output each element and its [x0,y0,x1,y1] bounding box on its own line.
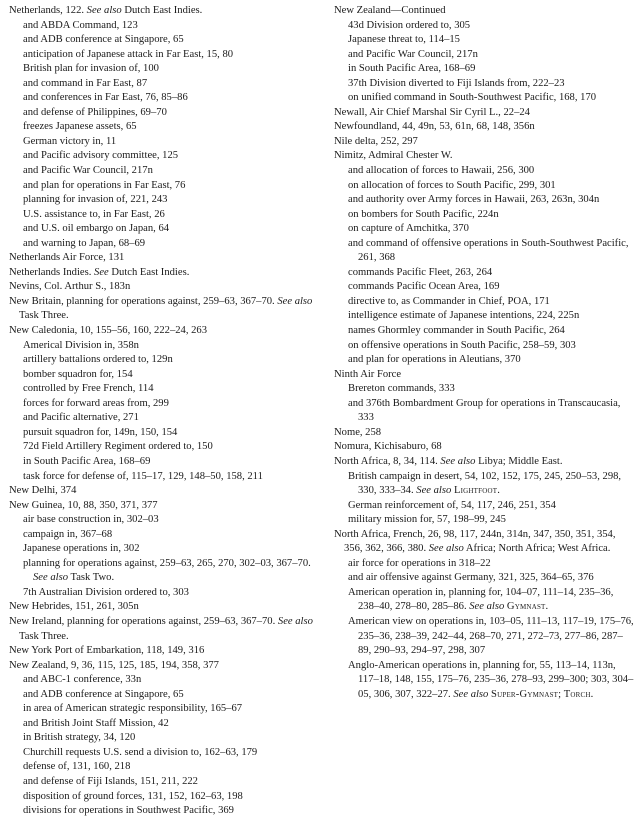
entry-text: Netherlands Indies. [9,266,95,278]
entry-text: British campaign in desert, 54, 102, 152, 175, 245, 250–53, 298, 330, 333–34. [348,470,622,497]
cross-reference-label: See also [428,543,464,555]
index-entry [9,659,314,674]
entry-text: in South Pacific Area, 168–69 [23,455,151,467]
index-subentry [334,382,636,397]
cross-reference-label: See also [277,295,313,307]
index-subentry [9,120,314,135]
entry-text: intelligence estimate of Japanese intentions, 224, 225n [348,310,580,322]
entry-text: air base construction in, 302–03 [23,514,159,526]
index-entry [9,4,314,19]
cross-reference-label: See also [277,615,313,627]
entry-text: artillery battalions ordered to, 129n [23,354,173,366]
entry-text: pursuit squadron for, 149n, 150, 154 [23,426,178,438]
index-subentry [334,513,636,528]
entry-text: Newfoundland, 44, 49n, 53, 61n, 68, 148, 356n [334,121,535,133]
index-subentry [9,731,314,746]
cross-reference-label: See also [416,485,452,497]
index-subentry [334,266,636,281]
index-subentry [9,673,314,688]
entry-text: and Pacific War Council, 217n [348,48,478,60]
index-subentry [334,295,636,310]
index-subentry [334,222,636,237]
entry-text: Task Two. [68,572,115,584]
index-subentry [9,790,314,805]
entry-text: New Britain, planning for operations against, 259–63, 367–70. [9,295,278,307]
entry-text: Netherlands Air Force, 131 [9,252,125,264]
entry-text: and plan for operations in Aleutians, 370 [348,354,521,366]
entry-text: New Delhi, 374 [9,485,77,497]
index-subentry [334,237,636,266]
index-subentry [9,528,314,543]
cross-reference-label: See also [453,688,489,700]
entry-text: in South Pacific Area, 168–69 [348,63,476,75]
cross-reference-label: See [94,266,109,278]
index-entry [334,368,636,383]
entry-text: on capture of Amchitka, 370 [348,223,469,235]
entry-text: Dutch East Indies. [108,266,190,278]
index-subentry [9,746,314,761]
index-entry [9,600,314,615]
entry-text: defense of, 131, 160, 218 [23,761,131,773]
entry-text: controlled by Free French, 114 [23,383,154,395]
index-subentry [334,397,636,426]
index-subentry [9,557,314,586]
entry-text: commands Pacific Fleet, 263, 264 [348,266,493,278]
index-subentry [9,688,314,703]
index-entry [9,644,314,659]
entry-text: Netherlands, 122. [9,5,87,16]
entry-text: American view on operations in, 103–05, 111–13, 117–19, 175–76, 235–36, 238–39, 242–44, 268–70, 271, 272–73, 277–86, 287–89, 290–93, 294–97, 298, 307 [348,615,634,657]
index-subentry [334,586,636,615]
entry-text: and British Joint Staff Mission, 42 [23,717,169,729]
index-subentry [334,309,636,324]
index-entry [9,295,314,324]
index-subentry [9,222,314,237]
entry-text: German victory in, 11 [23,135,117,147]
index-column-left [9,4,314,819]
cross-reference-label: See also [33,572,69,584]
index-subentry [334,62,636,77]
entry-text: task force for defense of, 115–17, 129, 148–50, 158, 211 [23,470,263,482]
entry-text: in British strategy, 34, 120 [23,732,136,744]
cross-reference-label: See also [440,455,476,467]
entry-text: Africa; North Africa; West Africa. [463,543,611,555]
entry-text: Brereton commands, 333 [348,383,455,395]
index-subentry [9,397,314,412]
index-subentry [334,615,636,659]
entry-text: and defense of Fiji Islands, 151, 211, 222 [23,775,198,787]
index-subentry [334,659,636,703]
entry-text: Nimitz, Admiral Chester W. [334,150,453,162]
entry-text: American operation in, planning for, 104–07, 111–14, 235–36, 238–40, 278–80, 285–86. [348,586,614,613]
entry-text: and ABC-1 conference, 33n [23,674,142,686]
index-subentry [9,33,314,48]
entry-text: freezes Japanese assets, 65 [23,121,137,133]
entry-text: and air offensive against Germany, 321, 325, 364–65, 376 [348,572,594,584]
index-entry [9,615,314,644]
index-subentry [9,382,314,397]
index-subentry [9,440,314,455]
index-subentry [9,164,314,179]
index-entry [334,426,636,441]
index-entry [334,455,636,470]
entry-text: and U.S. oil embargo on Japan, 64 [23,223,170,235]
index-subentry [9,775,314,790]
entry-text: ; [558,688,564,700]
entry-text: and authority over Army forces in Hawaii, 263, 263n, 304n [348,194,600,206]
index-entry [334,528,636,557]
index-subentry [9,106,314,121]
index-entry [9,251,314,266]
entry-text: campaign in, 367–68 [23,528,113,540]
code-name: Super-Gymnast [491,688,559,700]
entry-text: Libya; Middle East. [475,455,563,467]
index-entry [9,499,314,514]
index-entry [334,120,636,135]
index-entry [9,266,314,281]
index-subentry [334,339,636,354]
entry-text: 37th Division diverted to Fiji Islands from, 222–23 [348,77,565,89]
index-subentry [9,411,314,426]
index-subentry [9,208,314,223]
index-subentry [9,77,314,92]
entry-text: New Hebrides, 151, 261, 305n [9,601,139,613]
entry-text: Task Three. [19,310,69,322]
index-subentry [9,426,314,441]
entry-text: Nile delta, 252, 297 [334,135,418,147]
index-subentry [9,455,314,470]
index-subentry [334,208,636,223]
index-subentry [9,48,314,63]
index-subentry [334,164,636,179]
entry-text: North Africa, French, 26, 98, 117, 244n, 314n, 347, 350, 351, 354, 356, 362, 366, 380. [334,528,616,555]
entry-text: Anglo-American operations in, planning for, 55, 113–14, 113n, 117–18, 148, 155, 175–76, 235–36, 278–93, 299–300; 303, 304–05, 306, 307, 322–27. [348,659,634,700]
entry-text: anticipation of Japanese attack in Far East, 15, 80 [23,48,234,60]
index-subentry [9,339,314,354]
entry-text: Task Three. [19,630,69,642]
entry-text: and ADB conference at Singapore, 65 [23,688,184,700]
entry-text: divisions for operations in Southwest Pacific, 369 [23,805,234,817]
entry-text: . [545,601,549,613]
code-name: Lightfoot [453,485,498,497]
index-subentry [334,179,636,194]
index-subentry [9,586,314,601]
entry-text: 43d Division ordered to, 305 [348,19,471,31]
entry-text: planning for operations against, 259–63, 265, 270, 302–03, 367–70. [23,557,311,569]
index-entry [9,484,314,499]
entry-text: and ABDA Command, 123 [23,19,138,31]
entry-text: British plan for invasion of, 100 [23,63,159,75]
index-subentry [334,557,636,572]
entry-text: directive to, as Commander in Chief, POA, 171 [348,295,550,307]
entry-text: North Africa, 8, 34, 114. [334,455,441,467]
index-subentry [9,542,314,557]
entry-text: on offensive operations in South Pacific, 258–59, 303 [348,339,576,351]
index-subentry [334,193,636,208]
entry-text: commands Pacific Ocean Area, 169 [348,281,500,293]
entry-text: names Ghormley commander in South Pacific, 264 [348,325,565,337]
index-column-right [334,4,636,702]
index-subentry [9,149,314,164]
index-subentry [9,368,314,383]
entry-text: disposition of ground forces, 131, 152, 162–63, 198 [23,790,243,802]
entry-text: in area of American strategic responsibility, 165–67 [23,703,243,715]
index-subentry [9,193,314,208]
entry-text: . [497,485,500,497]
entry-text: and allocation of forces to Hawaii, 256, 300 [348,165,535,177]
entry-text: on bombers for South Pacific, 224n [348,208,499,220]
index-subentry [334,48,636,63]
index-entry [334,440,636,455]
index-subentry [9,717,314,732]
entry-text: and warning to Japan, 68–69 [23,237,146,249]
entry-text: New Guinea, 10, 88, 350, 371, 377 [9,499,158,511]
entry-text: bomber squadron for, 154 [23,368,133,380]
entry-text: New Caledonia, 10, 155–56, 160, 222–24, 263 [9,325,208,337]
entry-text: Nomura, Kichisaburo, 68 [334,441,442,453]
index-subentry [334,571,636,586]
index-subentry [334,353,636,368]
entry-text: and plan for operations in Far East, 76 [23,179,186,191]
code-name: Torch [563,688,591,700]
index-subentry [334,280,636,295]
entry-text: forces for forward areas from, 299 [23,397,169,409]
index-entry [334,149,636,164]
entry-text: and conferences in Far East, 76, 85–86 [23,92,188,104]
entry-text: U.S. assistance to, in Far East, 26 [23,208,165,220]
entry-text: on allocation of forces to South Pacific, 299, 301 [348,179,556,191]
entry-text: and Pacific advisory committee, 125 [23,150,179,162]
index-subentry [9,804,314,819]
index-subentry [334,324,636,339]
entry-text: planning for invasion of, 221, 243 [23,194,168,206]
index-entry [334,106,636,121]
index-subentry [9,179,314,194]
entry-text: Nevins, Col. Arthur S., 183n [9,281,131,293]
entry-text: Dutch East Indies. [121,5,203,16]
entry-text: Nome, 258 [334,426,382,438]
index-subentry [9,237,314,252]
index-subentry [334,91,636,106]
index-subentry [334,33,636,48]
index-subentry [9,702,314,717]
code-name: Gymnast [506,601,546,613]
index-subentry [334,77,636,92]
entry-text: on unified command in South-Southwest Pacific, 168, 170 [348,92,597,104]
index-subentry [334,470,636,499]
index-entry [334,135,636,150]
entry-text: 72d Field Artillery Regiment ordered to, 150 [23,441,213,453]
entry-text: German reinforcement of, 54, 117, 246, 251, 354 [348,499,556,511]
index-subentry [334,19,636,34]
entry-text: Churchill requests U.S. send a division to, 162–63, 179 [23,746,258,758]
index-subentry [9,62,314,77]
entry-text: and defense of Philippines, 69–70 [23,106,167,118]
entry-text: military mission for, 57, 198–99, 245 [348,514,506,526]
entry-text: 7th Australian Division ordered to, 303 [23,586,189,598]
entry-text: Ninth Air Force [334,368,402,380]
entry-text: and 376th Bombardment Group for operations in Transcaucasia, 333 [348,397,621,424]
index-subentry [9,135,314,150]
index-subentry [9,470,314,485]
index-entry [9,280,314,295]
entry-text: New Zealand, 9, 36, 115, 125, 185, 194, 358, 377 [9,659,219,671]
entry-text: and ADB conference at Singapore, 65 [23,34,184,46]
index-entry [334,4,636,19]
index-subentry [9,19,314,34]
index-subentry [9,760,314,775]
entry-text: New Zealand—Continued [334,5,446,16]
entry-text: air force for operations in 318–22 [348,557,491,569]
index-subentry [9,353,314,368]
entry-text: Japanese operations in, 302 [23,543,140,555]
index-subentry [9,91,314,106]
entry-text: and Pacific alternative, 271 [23,412,139,424]
entry-text: and command in Far East, 87 [23,77,148,89]
entry-text: and command of offensive operations in South-Southwest Pacific, 261, 368 [348,237,629,264]
entry-text: . [590,688,594,700]
entry-text: Japanese threat to, 114–15 [348,34,460,46]
index-subentry [334,499,636,514]
entry-text: New Ireland, planning for operations against, 259–63, 367–70. [9,615,278,627]
entry-text: New York Port of Embarkation, 118, 149, 316 [9,645,205,657]
index-subentry [9,513,314,528]
entry-text: Newall, Air Chief Marshal Sir Cyril L., 22–24 [334,106,530,118]
entry-text: Americal Division in, 358n [23,339,139,351]
entry-text: and Pacific War Council, 217n [23,165,153,177]
index-entry [9,324,314,339]
cross-reference-label: See also [86,5,122,16]
cross-reference-label: See also [469,601,505,613]
